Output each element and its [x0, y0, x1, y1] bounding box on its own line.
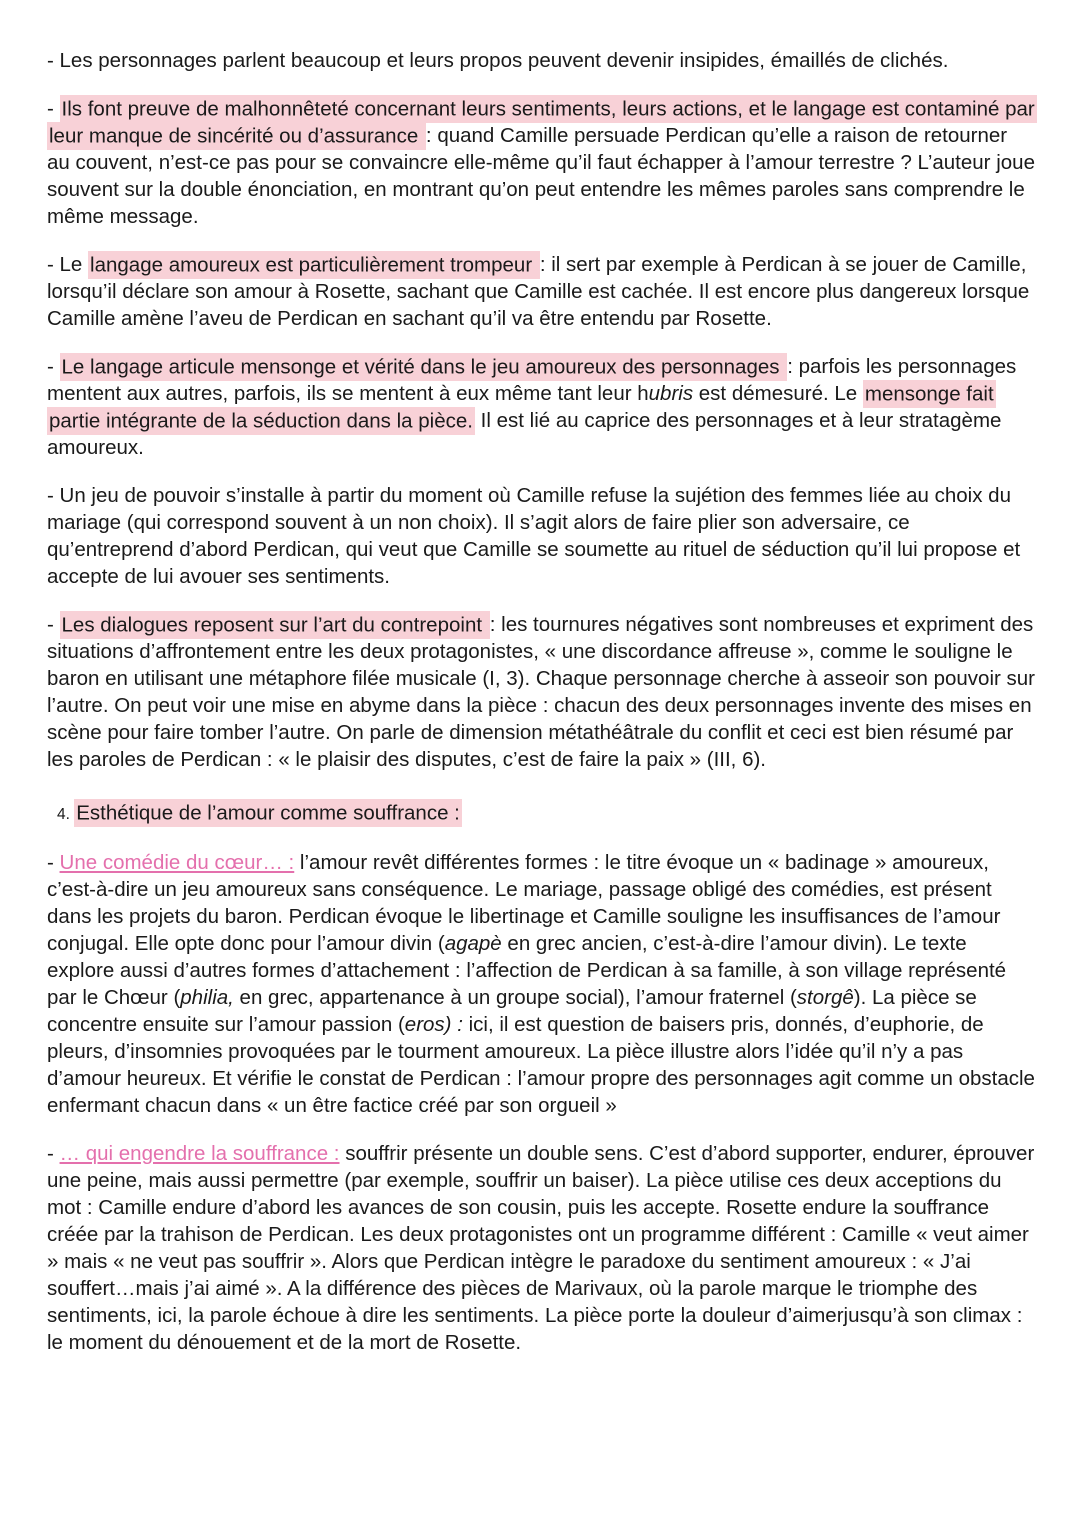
paragraph: [47, 482, 1035, 590]
body-text: -: [47, 355, 60, 378]
body-text: - Les personnages parlent beaucoup et leurs propos peuvent devenir insipides, émaillés de clichés.: [47, 49, 949, 72]
document-body: [47, 47, 1035, 1356]
highlighted-text: Le langage articule mensonge et vérité dans le jeu amoureux des personnages: [60, 353, 788, 381]
italic-text: philia,: [180, 986, 234, 1009]
body-text: en grec, appartenance à un groupe social), l’amour fraternel (: [233, 986, 797, 1009]
paragraph: [47, 611, 1035, 773]
paragraph: [47, 1140, 1035, 1356]
body-text: : les tournures négatives sont nombreuses et expriment des situations d’affrontement entre les deux protagonistes, « une discordance affreuse », comme le souligne le baron en utilisant une métaphore filée musicale (I, 3). Chaque personnage cherche à asseoir son pouvoir sur l’autre. On peut voir une mise en abyme dans la pièce : chacun des deux personnages invente des mises en scène pour faire tomber l’autre. On parle de dimension métathéâtrale du conflit et ceci est bien résumé par les paroles de Perdican : « le plaisir des disputes, c’est de faire la paix » (III, 6).: [47, 613, 1035, 771]
list-number: 4.: [57, 806, 75, 823]
body-text: - Le: [47, 253, 89, 276]
body-text: ). La pièce se concentre ensuite sur l’amour passion (: [47, 986, 977, 1036]
paragraph: [47, 353, 1035, 461]
body-text: Il est lié au caprice des personnages et à leur stratagème amoureux.: [47, 409, 1002, 459]
body-text: est démesuré. Le: [693, 382, 863, 405]
italic-text: storgê: [796, 986, 854, 1009]
paragraph: [47, 95, 1035, 230]
highlighted-text: Esthétique de l’amour comme souffrance :: [74, 799, 462, 827]
body-text: -: [47, 613, 60, 636]
italic-text: eros) :: [404, 1013, 463, 1036]
body-text: -: [47, 1142, 60, 1165]
body-text: -: [47, 97, 60, 120]
paragraph: [47, 251, 1035, 332]
body-text: -: [47, 851, 60, 874]
paragraph: [47, 47, 1035, 74]
highlighted-text: Les dialogues reposent sur l’art du contrepoint: [60, 611, 490, 639]
body-text: : il sert par exemple à Perdican à se jouer de Camille, lorsqu’il déclare son amour à Rosette, sachant que Camille est cachée. Il est encore plus dangereux lorsque Camille amène l’aveu de Perdican en sachant qu’il va être entendu par Rosette.: [47, 253, 1030, 330]
body-text: : parfois les personnages mentent aux autres, parfois, ils se mentent à eux même tant leur h: [47, 355, 1017, 405]
body-text: souffrir présente un double sens. C’est d’abord supporter, endurer, éprouver une peine, mais aussi permettre (par exemple, souffrir un baiser). La pièce utilise ces deux acceptions du mot : Camille endure d’abord les avances de son cousin, puis les accepte. Rosette endure la souffrance créée par la trahison de Perdican. Les deux protagonistes ont un programme différent : Camille « veut aimer » mais « ne veut pas souffrir ». Alors que Perdican intègre le paradoxe du sentiment amoureux : « J’ai souffert…mais j’ai aimé ». A la différence des pièces de Marivaux, où la parole marque le triomphe des sentiments, ici, la parole échoue à dire les sentiments. La pièce porte la douleur d’aimerjusqu’à son climax : le moment du dénouement et de la mort de Rosette.: [47, 1142, 1035, 1354]
highlighted-text: langage amoureux est particulièrement trompeur: [88, 251, 540, 279]
italic-text: agapè: [444, 932, 502, 955]
pink-underlined-heading: Une comédie du cœur… :: [59, 851, 295, 874]
pink-underlined-heading: … qui engendre la souffrance :: [59, 1142, 340, 1165]
section-heading: [47, 799, 1035, 828]
highlighted-text: Ils font preuve de malhonnêteté concernant leurs sentiments, leurs actions, et le langage est contaminé par leur manque de sincérité ou d’assurance: [47, 95, 1037, 150]
paragraph: [47, 849, 1035, 1119]
italic-text: ubris: [648, 382, 694, 405]
body-text: en grec ancien, c’est-à-dire l’amour divin). Le texte explore aussi d’autres formes d’attachement : l’affection de Perdican à sa famille, à son village représenté par le Chœur (: [47, 932, 1007, 1009]
body-text: l’amour revêt différentes formes : le titre évoque un « badinage » amoureux, c’est-à-dire un jeu amoureux sans conséquence. Le mariage, passage obligé des comédies, est présent dans les projets du baron. Perdican évoque le libertinage et Camille souligne les insuffisances de l’amour conjugal. Elle opte donc pour l’amour divin (: [47, 851, 1001, 955]
body-text: - Un jeu de pouvoir s’installe à partir du moment où Camille refuse la sujétion des femmes liée au choix du mariage (qui correspond souvent à un non choix). Il s’agit alors de faire plier son adversaire, ce qu’entreprend d’abord Perdican, qui veut que Camille se soumette au rituel de séduction qu’il lui propose et accepte de lui avouer ses sentiments.: [47, 484, 1021, 588]
highlighted-text: mensonge fait partie intégrante de la séduction dans la pièce.: [47, 380, 996, 435]
body-text: : quand Camille persuade Perdican qu’elle a raison de retourner au couvent, n’est-ce pas pour se convaincre elle-même qu’il faut échapper à l’amour terrestre ? L’auteur joue souvent sur la double énonciation, en montrant qu’on peut entendre les mêmes paroles sans comprendre le même message.: [47, 124, 1035, 228]
body-text: ici, il est question de baisers pris, donnés, d’euphorie, de pleurs, d’insomnies provoquées par le tourment amoureux. La pièce illustre alors l’idée qu’il n’y a pas d’amour heureux. Et vérifie le constat de Perdican : l’amour propre des personnages agit comme un obstacle enfermant chacun dans « un être factice créé par son orgueil »: [47, 1013, 1035, 1117]
